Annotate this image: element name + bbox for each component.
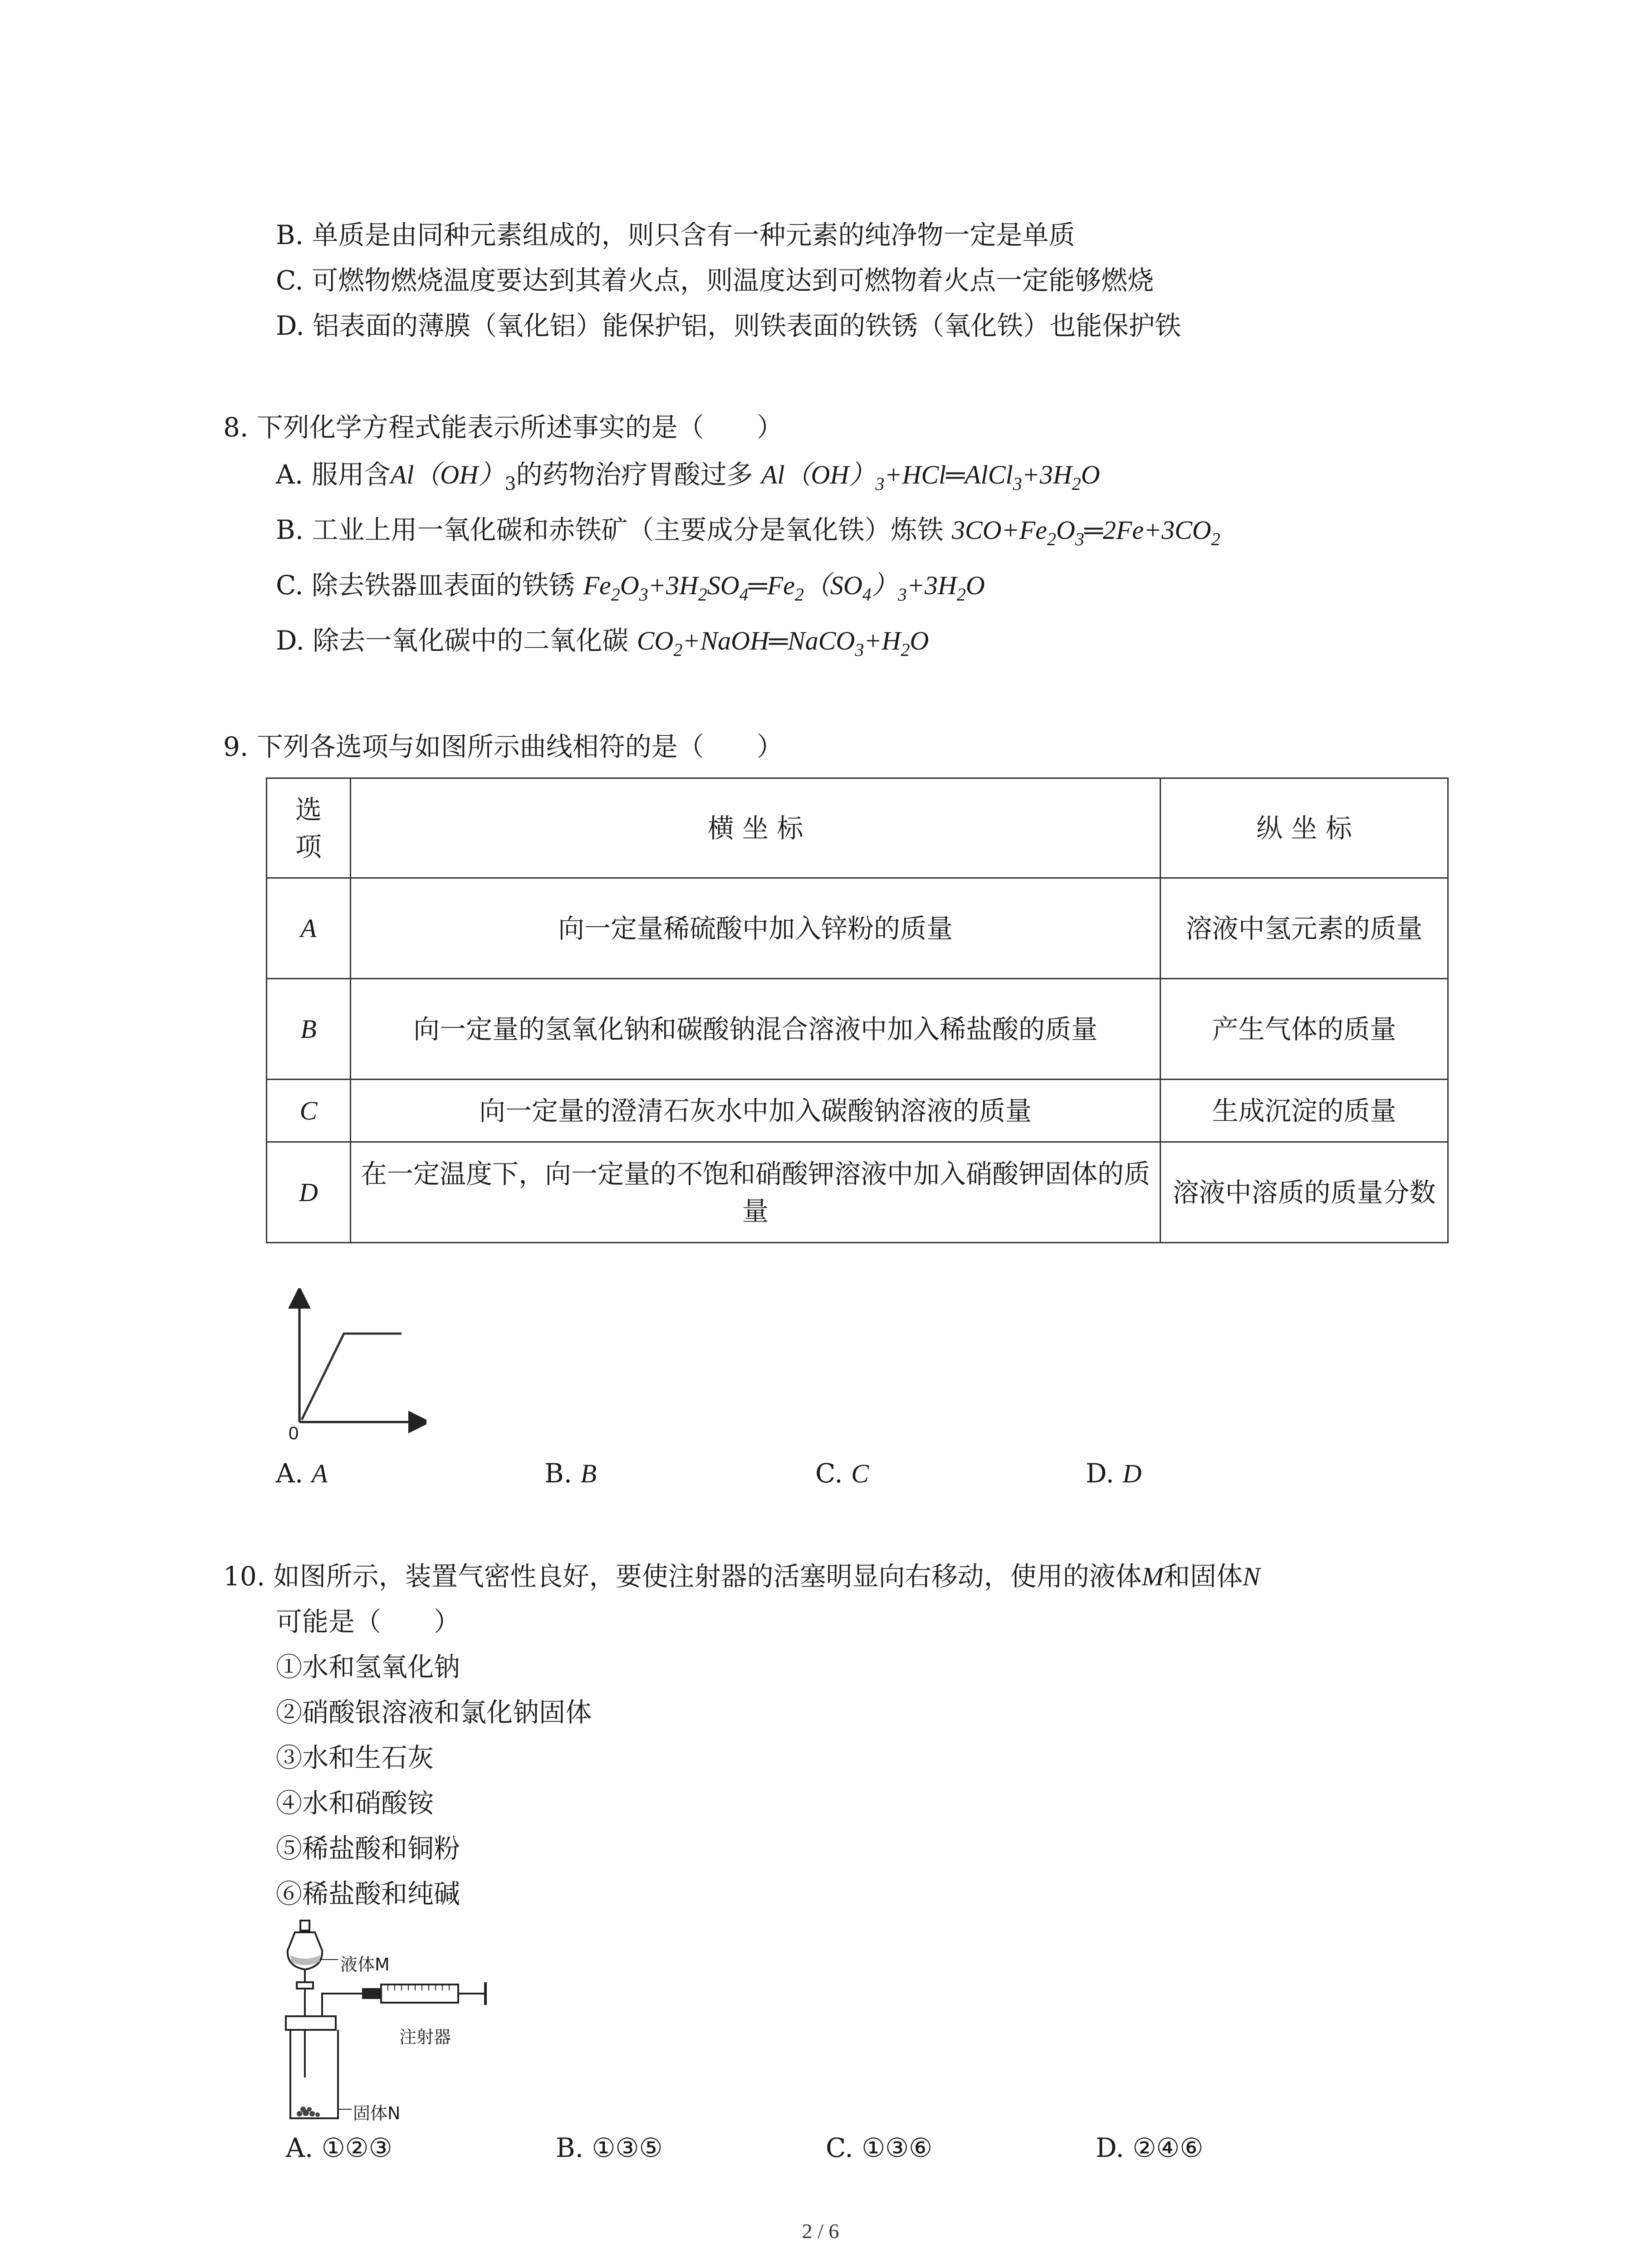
table-cell: 生成沉淀的质量 <box>1161 1080 1448 1142</box>
q8-c-equation <box>583 571 985 605</box>
q8-a-text: A. 服用含 <box>276 459 391 490</box>
table-row <box>267 1080 1448 1142</box>
table-header-cell: 选项 <box>267 778 351 878</box>
eq-sub: 2 <box>956 584 966 605</box>
eq-part: 3CO+Fe <box>951 515 1047 545</box>
eq-part: O <box>620 571 639 600</box>
option-label: A. <box>276 1458 304 1489</box>
bottle-stopper <box>286 2016 336 2030</box>
table-row <box>267 1142 1448 1243</box>
q7-option-c: C. 可燃物燃烧温度要达到其着火点，则温度达到可燃物着火点一定能够燃烧 <box>276 265 1154 296</box>
q8-a-equation <box>761 460 1100 494</box>
eq-part: O <box>1056 515 1075 545</box>
table-header-cell: 纵 坐 标 <box>1161 778 1448 878</box>
table-cell: 向一定量的氢氧化钠和碳酸钠混合溶液中加入稀盐酸的质量 <box>351 979 1161 1080</box>
table-cell: D <box>267 1142 351 1243</box>
q8-d-text: D. 除去一氧化碳中的二氧化碳 <box>276 625 637 656</box>
q10-stem-line1 <box>223 1560 1260 1593</box>
bottle <box>290 2030 338 2118</box>
eq-part: SO <box>707 571 740 600</box>
graph-origin-label: 0 <box>289 1423 299 1443</box>
option-label: C. <box>815 1458 843 1489</box>
eq-sub: 4 <box>862 584 872 605</box>
q9-stem: 9. 下列各选项与如图所示曲线相符的是（ ） <box>223 731 783 762</box>
q8-c-text: C. 除去铁器皿表面的铁锈 <box>276 570 583 601</box>
eq-part: +HCl═AlCl <box>884 460 1013 489</box>
table-cell: 向一定量的澄清石灰水中加入碳酸钠溶液的质量 <box>351 1080 1161 1142</box>
eq-sub: 3 <box>639 584 648 605</box>
stem-var: N <box>1243 1562 1260 1591</box>
stem-var: M <box>1141 1562 1164 1591</box>
q7-option-b: B. 单质是由同种元素组成的，则只含有一种元素的纯净物一定是单质 <box>276 220 1075 250</box>
q8-option-d <box>276 625 929 660</box>
stem-text: 和固体 <box>1164 1561 1243 1592</box>
option-label: C. <box>826 2132 853 2163</box>
table-row <box>267 878 1448 979</box>
funnel-stopcock <box>297 1982 313 1989</box>
connecting-tube <box>322 1994 363 2016</box>
eq-sub: 3 <box>1075 529 1084 549</box>
q9-option-d <box>1086 1457 1141 1490</box>
eq-part: ═Fe <box>748 571 795 600</box>
q10-stem-line2: 可能是（ ） <box>276 1606 460 1637</box>
page-number: 2 / 6 <box>802 2219 839 2243</box>
q8-d-equation <box>637 626 929 660</box>
option-value: ②④⑥ <box>1132 2132 1204 2163</box>
eq-sub: 2 <box>1211 529 1220 549</box>
eq-sub: 3 <box>855 640 864 660</box>
option-label: D. <box>1086 1458 1114 1489</box>
eq-sub: 2 <box>611 584 620 605</box>
eq-part: +3H <box>648 571 698 600</box>
q9-option-a <box>276 1457 328 1490</box>
q8-b-equation <box>951 515 1220 549</box>
liquid-m-label: 液体M <box>340 1955 390 1975</box>
eq-sub: 2 <box>901 640 910 660</box>
option-value: ①③⑤ <box>592 2132 663 2163</box>
q9-table <box>266 777 1449 1243</box>
option-value: C <box>851 1459 869 1488</box>
eq-part: O <box>965 571 985 600</box>
q7-option-d: D. 铝表面的薄膜（氧化铝）能保护铝，则铁表面的铁锈（氧化铁）也能保护铁 <box>276 310 1181 341</box>
q10-item: ⑥稀盐酸和纯碱 <box>276 1878 460 1909</box>
q10-option-d <box>1096 2132 1203 2164</box>
q10-item: ⑤稀盐酸和铜粉 <box>276 1833 460 1864</box>
eq-sub: 3 <box>1013 474 1022 494</box>
option-value: A <box>311 1459 328 1488</box>
q8-a-text2: 的药物治疗胃酸过多 <box>516 459 761 490</box>
eq-sub: 4 <box>739 584 749 605</box>
curve-line <box>302 1334 402 1420</box>
q10-apparatus-figure <box>272 1919 508 2127</box>
table-cell: B <box>267 979 351 1080</box>
table-header-row <box>267 778 1448 878</box>
eq-part: ═2Fe+3CO <box>1084 515 1211 545</box>
eq-part: +H <box>864 626 901 655</box>
eq-part: （SO <box>803 571 862 600</box>
q10-option-a <box>286 2132 392 2164</box>
table-cell: A <box>267 878 351 979</box>
eq-part: +3H <box>1022 460 1072 489</box>
q8-option-b <box>276 514 1220 549</box>
eq-sub: 2 <box>794 584 804 605</box>
option-value: B <box>580 1459 597 1488</box>
table-cell: 在一定温度下，向一定量的不饱和硝酸钾溶液中加入硝酸钾固体的质量 <box>351 1142 1161 1243</box>
eq-part: Al（OH） <box>761 460 876 489</box>
eq-part: +3H <box>906 571 957 600</box>
solid-n-label: 固体N <box>353 2103 401 2123</box>
eq-part: O <box>910 626 929 655</box>
option-value: ①②③ <box>321 2132 392 2163</box>
stem-text: 10. 如图所示，装置气密性良好，要使注射器的活塞明显向右移动，使用的液体 <box>223 1561 1142 1592</box>
option-label: A. <box>286 2132 314 2163</box>
option-label: D. <box>1096 2132 1124 2163</box>
eq-sub: 2 <box>1047 529 1056 549</box>
option-value: D <box>1122 1459 1142 1488</box>
eq-part: +NaOH═NaCO <box>682 626 855 655</box>
syringe-tip <box>363 1989 381 1998</box>
option-label: B. <box>556 2132 584 2163</box>
eq-sub: 3 <box>897 584 907 605</box>
q8-option-a <box>276 459 1100 494</box>
eq-sub: 2 <box>673 640 683 660</box>
q10-item: ①水和氢氧化钠 <box>276 1652 460 1682</box>
q8-a-sub: 3 <box>505 474 516 494</box>
q10-option-c <box>826 2132 932 2164</box>
syringe-label: 注射器 <box>399 2027 451 2047</box>
table-cell: 溶液中溶质的质量分数 <box>1161 1142 1448 1243</box>
eq-part: ） <box>871 571 898 600</box>
q8-stem: 8. 下列化学方程式能表示所述事实的是（ ） <box>223 412 783 443</box>
table-header-cell: 横 坐 标 <box>351 778 1161 878</box>
table-cell: 向一定量稀硫酸中加入锌粉的质量 <box>351 878 1161 979</box>
q8-b-text: B. 工业上用一氧化碳和赤铁矿（主要成分是氧化铁）炼铁 <box>276 514 952 545</box>
q8-option-c <box>276 569 985 605</box>
table-row <box>267 979 1448 1080</box>
q10-item: ④水和硝酸铵 <box>276 1788 434 1818</box>
q10-item: ③水和生石灰 <box>276 1742 434 1773</box>
solid-n <box>297 2107 320 2117</box>
q9-option-c <box>815 1457 869 1490</box>
q9-option-b <box>544 1457 597 1490</box>
eq-part: O <box>1081 460 1100 489</box>
table-cell: C <box>267 1080 351 1142</box>
eq-sub: 2 <box>1072 474 1081 494</box>
q8-a-formula: Al（OH） <box>390 460 505 489</box>
syringe-barrel <box>381 1984 458 2003</box>
eq-sub: 3 <box>875 474 885 494</box>
funnel-stopper <box>300 1921 309 1931</box>
eq-part: CO <box>637 626 674 655</box>
table-cell: 产生气体的质量 <box>1161 979 1448 1080</box>
eq-sub: 2 <box>698 584 707 605</box>
q9-curve-graph <box>281 1288 426 1438</box>
table-cell: 溶液中氢元素的质量 <box>1161 878 1448 979</box>
eq-part: Fe <box>583 571 611 600</box>
q10-item: ②硝酸银溶液和氯化钠固体 <box>276 1697 592 1728</box>
q10-option-b <box>556 2132 663 2164</box>
option-value: ①③⑥ <box>862 2132 933 2163</box>
option-label: B. <box>544 1458 573 1489</box>
